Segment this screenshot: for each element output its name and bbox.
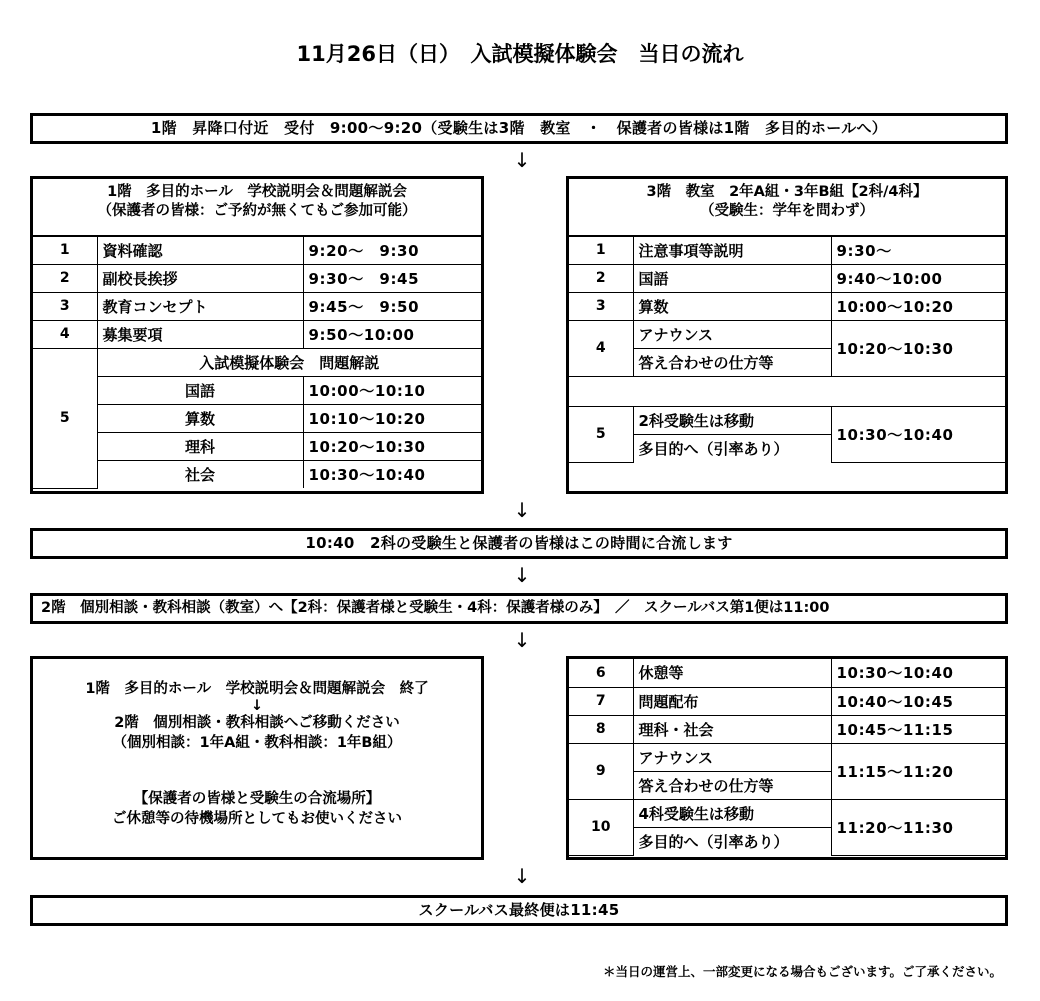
row-time: 9:30～ 9:45 bbox=[303, 264, 481, 292]
row-number: 2 bbox=[569, 264, 633, 292]
down-arrow-icon: ↓ bbox=[513, 628, 531, 652]
row-number: 2 bbox=[33, 264, 97, 292]
seminar-box-header bbox=[33, 179, 481, 235]
page-title: 11月26日（日） 入試模擬体験会 当日の流れ bbox=[296, 42, 744, 66]
meeting-place-heading: 【保護者の皆様と受験生の合流場所】 bbox=[133, 791, 381, 807]
subject-time: 10:30～10:40 bbox=[303, 460, 481, 488]
waiting-place-line: ご休憩等の待機場所としてもお使いください bbox=[112, 811, 402, 827]
subject-label: 理科 bbox=[97, 432, 303, 460]
row-label: 副校長挨拶 bbox=[97, 264, 303, 292]
row-label: 答え合わせの仕方等 bbox=[633, 771, 831, 799]
table-row bbox=[569, 743, 1005, 771]
subject-time: 10:00～10:10 bbox=[303, 376, 481, 404]
row-time: 9:30～ bbox=[831, 236, 1005, 264]
last-bus-bar: スクールバス最終便は11:45 bbox=[30, 895, 1008, 926]
row-label: 2科受験生は移動 bbox=[633, 406, 831, 434]
down-arrow-icon: ↓ bbox=[513, 864, 531, 888]
row-label: アナウンス bbox=[633, 320, 831, 348]
table-row bbox=[569, 264, 1005, 292]
row-number: 8 bbox=[569, 715, 633, 743]
move-instruction-line: 2階 個別相談・教科相談へご移動ください bbox=[114, 715, 400, 731]
row-number: 5 bbox=[569, 406, 633, 462]
row-number: 1 bbox=[33, 236, 97, 264]
empty-cell bbox=[569, 376, 1005, 406]
row-label: 多目的へ（引率あり） bbox=[633, 434, 831, 462]
row-label: 問題配布 bbox=[633, 687, 831, 715]
row-number: 4 bbox=[33, 320, 97, 348]
row-number: 5 bbox=[33, 348, 97, 488]
row-label: 4科受験生は移動 bbox=[633, 799, 831, 827]
exam-box-subtitle: （受験生：学年を問わず） bbox=[700, 203, 874, 219]
subject-label: 社会 bbox=[97, 460, 303, 488]
table-row bbox=[33, 460, 481, 488]
table-row bbox=[569, 715, 1005, 743]
row-number: 3 bbox=[569, 292, 633, 320]
seminar-end-line: 1階 多目的ホール 学校説明会＆問題解説会 終了 bbox=[85, 681, 429, 697]
row-label: 資料確認 bbox=[97, 236, 303, 264]
exam-box-title: 3階 教室 2年A組・3年B組【2科/4科】 bbox=[646, 184, 928, 200]
row-label: 国語 bbox=[633, 264, 831, 292]
consultation-bar: 2階 個別相談・教科相談（教室）へ【2科：保護者様と受験生・4科：保護者様のみ】 ／ スクールバス第1便は11:00 bbox=[30, 593, 1008, 624]
table-row bbox=[569, 406, 1005, 434]
seminar-schedule-table bbox=[33, 235, 481, 489]
row-number: 9 bbox=[569, 743, 633, 799]
down-arrow-icon: ↓ bbox=[513, 148, 531, 172]
table-row bbox=[33, 432, 481, 460]
row-label: 教育コンセプト bbox=[97, 292, 303, 320]
row-time: 10:00～10:20 bbox=[831, 292, 1005, 320]
exam-box-header bbox=[569, 179, 1005, 235]
table-row bbox=[569, 687, 1005, 715]
seminar-schedule-box bbox=[30, 176, 484, 494]
row-time: 10:20～10:30 bbox=[831, 320, 1005, 376]
exam-schedule-table bbox=[569, 235, 1005, 463]
table-row bbox=[33, 404, 481, 432]
table-row bbox=[33, 236, 481, 264]
table-row bbox=[33, 320, 481, 348]
merge-bar: 10:40 2科の受験生と保護者の皆様はこの時間に合流します bbox=[30, 528, 1008, 559]
table-row bbox=[33, 264, 481, 292]
row-time: 11:15～11:20 bbox=[831, 743, 1005, 799]
footnote: ＊当日の運営上、一部変更になる場合もございます。ご了承ください。 bbox=[602, 964, 1002, 979]
row-time: 9:20～ 9:30 bbox=[303, 236, 481, 264]
row-time: 9:45～ 9:50 bbox=[303, 292, 481, 320]
row-label: 理科・社会 bbox=[633, 715, 831, 743]
down-arrow-icon: ↓ bbox=[513, 563, 531, 587]
subject-time: 10:10～10:20 bbox=[303, 404, 481, 432]
exam-schedule-box bbox=[566, 176, 1008, 494]
row-label: 休憩等 bbox=[633, 659, 831, 687]
row-time: 10:30～10:40 bbox=[831, 659, 1005, 687]
subject-label: 国語 bbox=[97, 376, 303, 404]
row-label: アナウンス bbox=[633, 743, 831, 771]
row-label: 算数 bbox=[633, 292, 831, 320]
exam-schedule-box-2 bbox=[566, 656, 1008, 860]
seminar-end-box bbox=[30, 656, 484, 860]
row-time: 9:50～10:00 bbox=[303, 320, 481, 348]
row-number: 4 bbox=[569, 320, 633, 376]
mock-exam-header: 入試模擬体験会 問題解説 bbox=[97, 348, 481, 376]
down-arrow-icon: ↓ bbox=[250, 698, 264, 714]
reception-bar: 1階 昇降口付近 受付 9:00～9:20（受験生は3階 教室 ・ 保護者の皆様は1階 多目的ホールへ） bbox=[30, 113, 1008, 144]
row-number: 6 bbox=[569, 659, 633, 687]
table-row bbox=[569, 292, 1005, 320]
table-row-empty bbox=[569, 376, 1005, 406]
row-time: 10:40～10:45 bbox=[831, 687, 1005, 715]
table-row bbox=[33, 292, 481, 320]
row-label: 募集要項 bbox=[97, 320, 303, 348]
seminar-box-title: 1階 多目的ホール 学校説明会＆問題解説会 bbox=[107, 184, 407, 200]
exam-schedule-table-2 bbox=[569, 659, 1005, 856]
row-number: 7 bbox=[569, 687, 633, 715]
subject-label: 算数 bbox=[97, 404, 303, 432]
row-label: 答え合わせの仕方等 bbox=[633, 348, 831, 376]
row-label: 多目的へ（引率あり） bbox=[633, 827, 831, 855]
row-number: 1 bbox=[569, 236, 633, 264]
table-row bbox=[569, 320, 1005, 348]
down-arrow-icon: ↓ bbox=[513, 498, 531, 522]
row-label: 注意事項等説明 bbox=[633, 236, 831, 264]
row-time: 10:30～10:40 bbox=[831, 406, 1005, 462]
row-number: 10 bbox=[569, 799, 633, 855]
table-row bbox=[569, 659, 1005, 687]
row-time: 10:45～11:15 bbox=[831, 715, 1005, 743]
subject-time: 10:20～10:30 bbox=[303, 432, 481, 460]
table-row bbox=[33, 348, 481, 376]
seminar-box-subtitle: （保護者の皆様：ご予約が無くてもご参加可能） bbox=[97, 203, 417, 219]
table-row bbox=[569, 236, 1005, 264]
row-time: 9:40～10:00 bbox=[831, 264, 1005, 292]
table-row bbox=[33, 376, 481, 404]
consult-rooms-line: （個別相談：1年A組・教科相談：1年B組） bbox=[112, 735, 402, 751]
row-number: 3 bbox=[33, 292, 97, 320]
table-row bbox=[569, 799, 1005, 827]
row-time: 11:20～11:30 bbox=[831, 799, 1005, 855]
